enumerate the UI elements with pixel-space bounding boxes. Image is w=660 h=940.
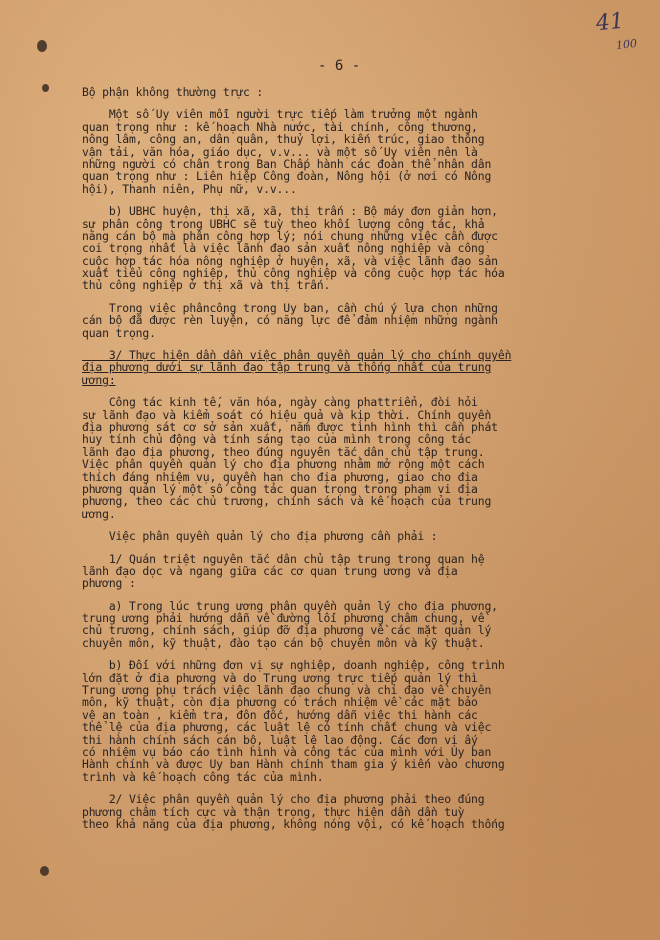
text-line: cán bộ đã được rèn luyện, có năng lực để đảm nhiệm những ngành <box>82 313 498 328</box>
page-number: - 6 - <box>318 58 361 74</box>
text-line: môn, kỹ thuật, còn địa phương có trách nhiệm về các mặt bảo <box>82 695 478 710</box>
text-line: Việc phân quyền quản lý cho địa phương nhằm mở rộng một cách <box>82 457 485 472</box>
text-line: ương. <box>82 506 116 521</box>
text-line: a) Trong lúc trung ương phân quyền quản lý cho địa phương, <box>82 598 498 613</box>
text-line: Trung ương phụ trách việc lãnh đạo chung và chỉ đạo về chuyên <box>82 683 492 698</box>
paragraph <box>82 659 622 783</box>
text-line: quan trọng như : kế hoạch Nhà nước, tài chính, công thương, <box>82 119 478 134</box>
paragraph <box>82 302 622 339</box>
text-line: phương châm tích cực và thận trọng, thực hiện dần dần tuỳ <box>82 804 465 819</box>
text-line: lãnh đạo địa phương, theo đúng nguyên tắc dân chủ tập trung. <box>82 444 485 459</box>
punch-hole-top <box>37 40 47 52</box>
paragraph <box>82 396 622 520</box>
text-line: thể lệ của địa phương, các luật lệ có tính chất chung và việc <box>82 720 492 735</box>
paragraph <box>82 86 622 98</box>
text-line: theo khả năng của địa phương, không nóng vội, có kế hoạch thống <box>82 816 505 831</box>
handwritten-sub-number: 100 <box>615 36 638 53</box>
text-line: sự phân công trong UBHC sẽ tuỳ theo khối lượng công tác, khả <box>82 216 485 231</box>
text-line: Trong việc phâncông trong Uy ban, cần chú ý lựa chọn những <box>82 300 498 315</box>
text-line: có nhiệm vụ báo cáo tình hình và công tác của mình với Uy ban <box>82 744 492 759</box>
paragraph <box>82 553 622 590</box>
punch-hole-lower <box>40 866 49 876</box>
text-line: hội), Thanh niên, Phụ nữ, v.v... <box>82 181 297 196</box>
text-line: nông lâm, công an, dân quân, thuỷ lợi, kiến trúc, giao thông <box>82 132 485 147</box>
text-line: 2/ Việc phân quyền quản lý cho địa phương phải theo đúng <box>82 792 485 807</box>
paragraph <box>82 793 622 830</box>
document-body <box>82 86 622 830</box>
text-line: Hành chính và được Uy ban Hành chính tham gia ý kiến vào chương <box>82 757 505 772</box>
text-line: Một số Uy viên mỗi người trực tiếp làm trưởng một ngành <box>82 107 478 122</box>
text-line: địa phương sát cơ sở sản xuất, nắm được tình hình thì cần phát <box>82 419 498 434</box>
handwritten-folio-number: 41 <box>594 8 626 37</box>
text-line: sự lãnh đạo và kiểm soát có hiệu quả và kịp thời. Chính quyền <box>82 407 492 422</box>
paragraph <box>82 530 622 542</box>
text-line: trung ương phải hướng dẫn về đường lối phương châm chung, về <box>82 611 485 626</box>
text-line: thích đáng nhiệm vụ, quyền hạn cho địa phương, giao cho địa <box>82 469 478 484</box>
text-line: 3/ Thực hiện dần dần việc phân quyền quản lý cho chính quyền <box>82 348 512 363</box>
text-line: 1/ Quán triệt nguyên tắc dân chủ tập trung trong quan hệ <box>82 551 485 566</box>
paragraph <box>82 205 622 292</box>
text-line: huy tính chủ động và tính sáng tạo của mình trong công tác <box>82 432 472 447</box>
text-line: phương quản lý một số công tác quan trọng trong phạm vi địa <box>82 481 478 496</box>
text-line: cuộc hợp tác hóa nông nghiệp ở huyện, xã, và việc lãnh đạo sản <box>82 253 498 268</box>
text-line: địa phương dưới sự lãnh đạo tập trung và thống nhất của trung <box>82 360 492 375</box>
text-line: quan trọng như : Liên hiệp Công đoàn, Nông hội (ở nơi có Nông <box>82 169 492 184</box>
paragraph-gap <box>82 543 622 553</box>
text-line: Việc phân quyền quản lý cho địa phương cần phải : <box>82 529 438 544</box>
text-line: b) UBHC huyện, thị xã, xã, thị trấn : Bộ máy đơn giản hơn, <box>82 204 498 219</box>
text-line: coi trọng nhất là việc lãnh đạo sản xuất nông nghiệp và công <box>82 241 485 256</box>
text-line: quan trọng. <box>82 325 156 340</box>
paragraph <box>82 349 622 386</box>
text-line: chủ trương, chính sách, giúp đỡ địa phương về các mặt quản lý <box>82 623 492 638</box>
text-line: năng cán bộ mà phân công hợp lý; nói chung những việc cần được <box>82 228 498 243</box>
text-line: vận tải, văn hóa, giáo dục, v.v... và một số Uy viên nên là <box>82 144 478 159</box>
paragraph <box>82 108 622 195</box>
text-line: phương, theo các chủ trương, chính sách và kế hoạch của trung <box>82 494 492 509</box>
text-line: những người có chân trong Ban Chấp hành các đoàn thể nhân dân <box>82 156 492 171</box>
text-line: chuyên môn, kỹ thuật, đào tạo cán bộ chuyên môn và kỹ thuật. <box>82 635 485 650</box>
text-line: Bộ phận không thường trực : <box>82 85 264 99</box>
text-line: xuất tiểu công nghiệp, thủ công nghiệp và công cuộc hợp tác hóa <box>82 266 505 281</box>
text-line: phương : <box>82 576 136 591</box>
punch-hole-upper <box>42 84 49 92</box>
text-line: vệ an toàn , kiểm tra, đôn đốc, hướng dẫn việc thi hành các <box>82 707 478 722</box>
text-line: trình và kế hoạch công tác của mình. <box>82 769 324 784</box>
text-line: b) Đối với những đơn vị sự nghiệp, doanh nghiệp, công trình <box>82 658 505 673</box>
text-line: thi hành chính sách cán bộ, luật lệ lao động. Các đơn vị ấy <box>82 732 478 747</box>
text-line: thủ công nghiệp ở thị xã và thị trấn. <box>82 278 331 293</box>
text-line: lớn đặt ở địa phương và do Trung ương trực tiếp quản lý thì <box>82 670 478 685</box>
paragraph <box>82 600 622 650</box>
text-line: ương: <box>82 372 116 387</box>
text-line: Công tác kinh tế, văn hóa, ngày càng phattriển, đòi hỏi <box>82 395 478 410</box>
text-line: lãnh đạo dọc và ngang giữa các cơ quan trung ương và địa <box>82 563 458 578</box>
